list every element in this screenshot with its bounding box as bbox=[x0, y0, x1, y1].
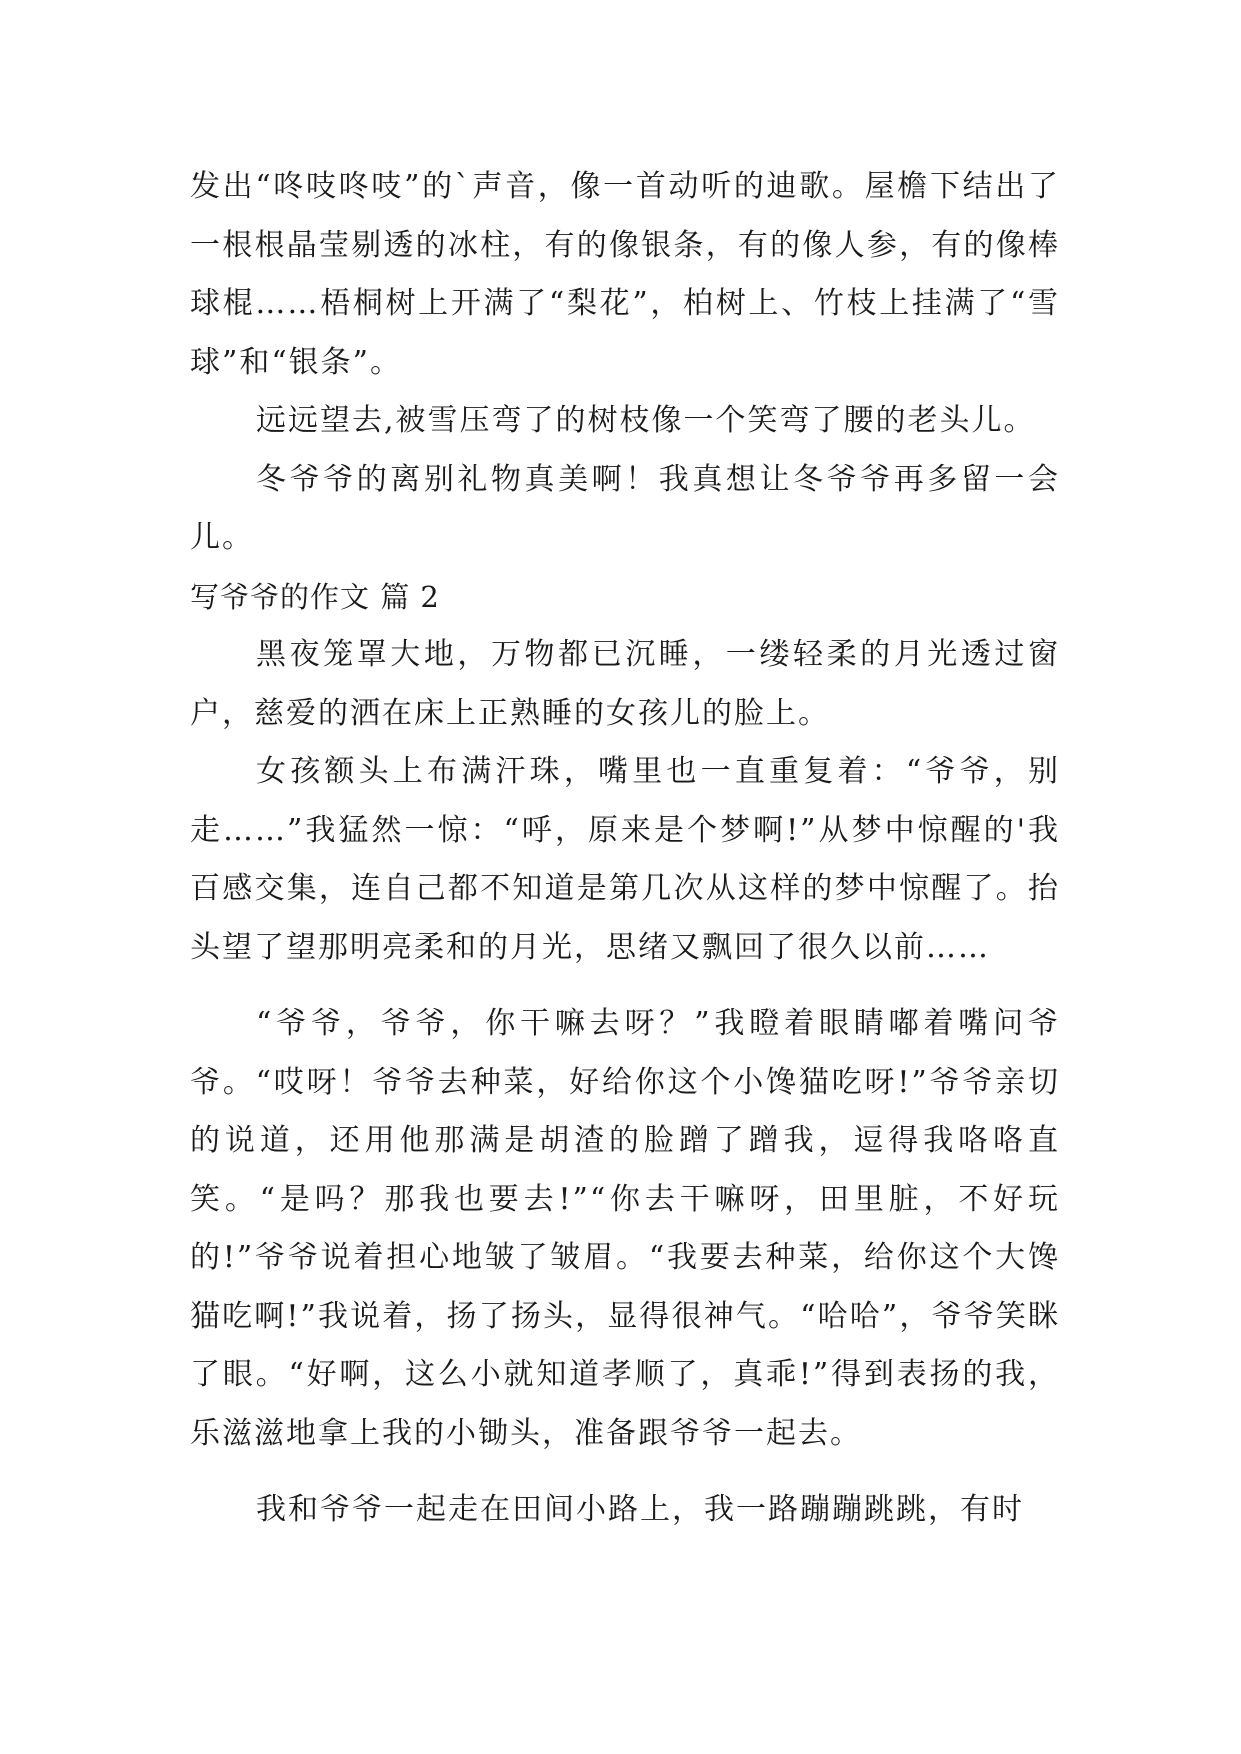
document-body bbox=[190, 158, 1060, 1540]
paragraph-night: 黑夜笼罩大地，万物都已沉睡，一缕轻柔的月光透过窗户，慈爱的洒在床上正熟睡的女孩儿的脸上。 bbox=[190, 637, 1060, 731]
paragraph-winter-gift: 冬爷爷的离别礼物真美啊！我真想让冬爷爷再多留一会儿。 bbox=[190, 461, 1060, 555]
section-heading: 写爷爷的作文 篇 2 bbox=[190, 579, 440, 614]
paragraph-gap bbox=[190, 1463, 1060, 1481]
paragraph-dream: 女孩额头上布满汗珠，嘴里也一直重复着：“爷爷，别走……”我猛然一惊：“呼，原来是个梦啊!”从梦中惊醒的'我百感交集，连自己都不知道是第几次从这样的梦中惊醒了。抬头望了望那明亮柔和的月光，思绪又飘回了很久以前…… bbox=[190, 754, 1060, 965]
paragraph-gap bbox=[190, 977, 1060, 995]
paragraph-dialogue: “爷爷，爷爷，你干嘛去呀？”我瞪着眼睛嘟着嘴问爷爷。“哎呀！爷爷去种菜，好给你这个小馋猫吃呀!”爷爷亲切的说道，还用他那满是胡渣的脸蹭了蹭我，逗得我咯咯直笑。“是吗？那我也要去!”“你去干嘛呀，田里脏，不好玩的!”爷爷说着担心地皱了皱眉。“我要去种菜，给你这个大馋猫吃啊!”我说着，扬了扬头，显得很神气。“哈哈”，爷爷笑眯了眼。“好啊，这么小就知道孝顺了，真乖!”得到表扬的我，乐滋滋地拿上我的小锄头，准备跟爷爷一起去。 bbox=[190, 1006, 1060, 1451]
paragraph-distant-view: 远远望去,被雪压弯了的树枝像一个笑弯了腰的老头儿。 bbox=[256, 403, 1036, 438]
paragraph-walk: 我和爷爷一起走在田间小路上，我一路蹦蹦跳跳，有时 bbox=[256, 1492, 1024, 1527]
paragraph-snow-scene: 发出“咚吱咚吱”的`声音，像一首动听的迪歌。屋檐下结出了一根根晶莹剔透的冰柱，有的像银条，有的像人参，有的像棒球棍……梧桐树上开满了“梨花”，柏树上、竹枝上挂满了“雪球”和“银条”。 bbox=[190, 169, 1060, 380]
